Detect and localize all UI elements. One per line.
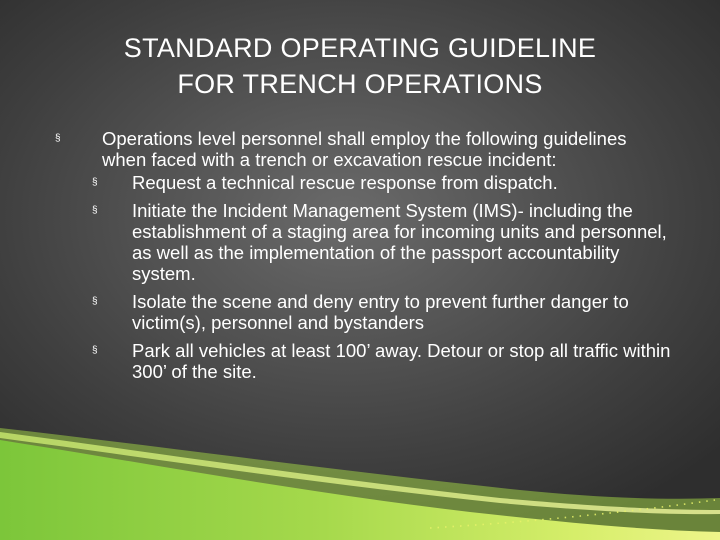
sub-bullet-text: Isolate the scene and deny entry to prevent further danger to victim(s), personnel and bystanders (132, 291, 629, 333)
bullet-marker: § (92, 205, 98, 216)
slide-title-line-1: STANDARD OPERATING GUIDELINE (123, 33, 597, 63)
sub-bullet-text: Request a technical rescue response from dispatch. (132, 172, 558, 193)
bullet-marker: § (55, 133, 61, 144)
sub-bullet-text: Initiate the Incident Management System (IMS)- including the establishment of a staging area for incoming units and personnel, as well as the implementation of the passport accountability system. (132, 200, 667, 284)
bullet-marker: § (92, 345, 98, 356)
bullet-marker: § (92, 177, 98, 188)
sub-bullet-text: Park all vehicles at least 100’ away. Detour or stop all traffic within 300’ of the site. (132, 340, 671, 382)
bullet-marker: § (92, 296, 98, 307)
main-bullet-text: Operations level personnel shall employ the following guidelines when faced with a trench or excavation rescue incident: (102, 128, 627, 170)
slide-title-line-2: FOR TRENCH OPERATIONS (177, 69, 543, 99)
